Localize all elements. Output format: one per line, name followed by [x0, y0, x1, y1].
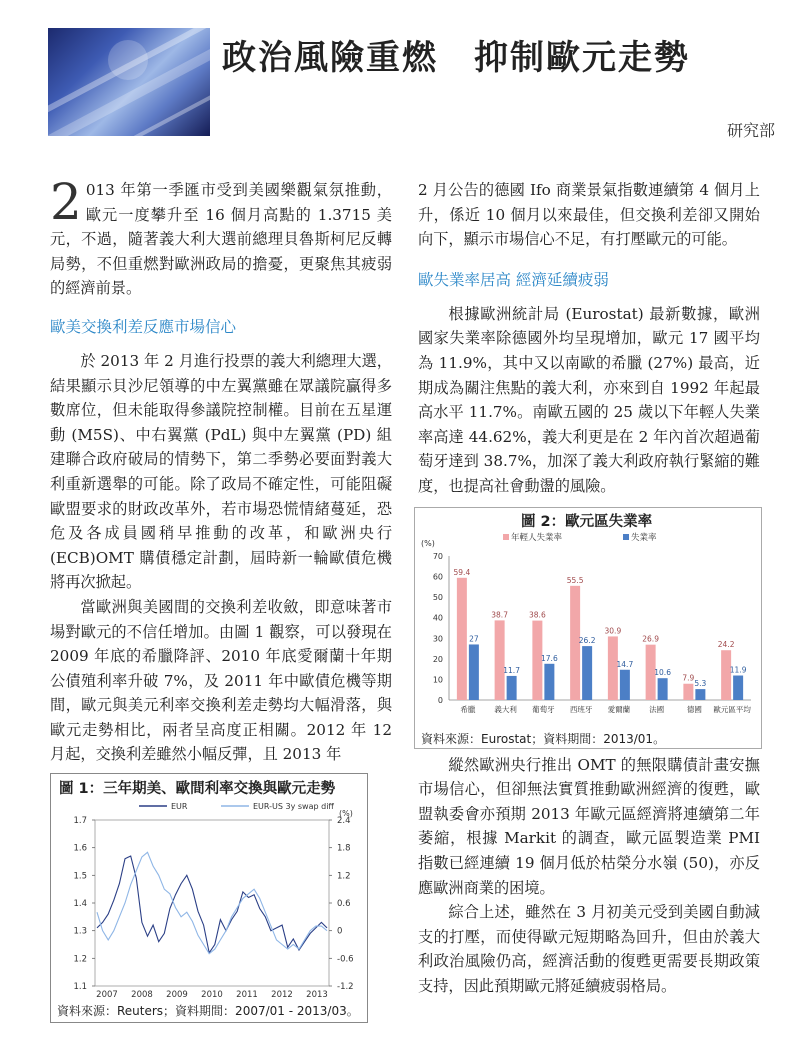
bar-total — [620, 669, 630, 699]
series-eur-line — [97, 856, 327, 953]
left-tick-label: 1.6 — [73, 843, 87, 854]
data-label-total: 14.7 — [616, 659, 634, 669]
data-label-youth: 38.6 — [529, 610, 546, 620]
data-label-youth: 38.7 — [491, 609, 508, 619]
category-label: 義大利 — [494, 704, 517, 714]
intro-paragraph: 2 013 年第一季匯市受到美國樂觀氣氛推動，歐元一度攀升至 16 個月高點的 1.3715 美元，不過，隨著義大利大選前總理貝魯斯柯尼反轉局勢，不但重燃對歐洲政局的擔憂，更聚焦其疲弱的經濟前景。 — [50, 173, 392, 298]
y-tick-label: 0 — [437, 695, 443, 705]
x-tick-label: 2009 — [166, 990, 188, 1001]
bar-total — [507, 675, 517, 699]
bar-youth — [721, 650, 731, 700]
series-swap-line — [97, 852, 327, 953]
y-axis-unit: (%) — [421, 538, 435, 548]
legend-total-label: 失業率 — [631, 532, 657, 543]
paragraph-conclusion: 綜合上述，雖然在 3 月初美元受到美國自動減支的打壓，而使得歐元短期略為回升，但由於義大利政治風險仍高，經濟活動的復甦更需要長期政策支持，因此預期歐元將延續疲弱格局。 — [418, 903, 760, 995]
left-tick-label: 1.2 — [73, 954, 87, 965]
data-label-total: 11.7 — [503, 665, 520, 675]
y-tick-label: 20 — [432, 654, 443, 664]
figure-1-title: 圖 1：三年期美、歐間利率交換與歐元走勢 — [59, 781, 336, 798]
figure-1-source: 資料來源：Reuters；資料期間：2007/01 - 2013/03。 — [57, 1004, 359, 1019]
data-label-youth: 7.9 — [682, 673, 695, 683]
bar-total — [733, 675, 743, 699]
section-heading-swap: 歐美交換利差反應市場信心 — [50, 317, 237, 336]
right-tick-label: 0 — [337, 926, 343, 937]
category-label: 德國 — [686, 704, 702, 714]
data-label-youth: 30.9 — [604, 625, 622, 635]
legend-eur-label: EUR — [171, 802, 188, 812]
y-tick-label: 10 — [432, 674, 443, 684]
legend-swap-label: EUR-US 3y swap diff — [253, 802, 334, 812]
left-tick-label: 1.3 — [73, 926, 87, 937]
left-tick-label: 1.4 — [73, 899, 87, 910]
paragraph-ifo: 2 月公告的德國 Ifo 商業景氣指數連續第 4 個月上升，係近 10 個月以來最佳，但交換利差卻又開始向下，顯示市場信心不足，有打壓歐元的可能。 — [418, 181, 760, 249]
department-label: 研究部 — [726, 121, 775, 140]
figure-2-source: 資料來源：Eurostat；資料期間：2013/01。 — [421, 731, 666, 746]
bar-total — [695, 689, 705, 700]
plot-frame — [95, 820, 329, 986]
bar-total — [544, 663, 554, 699]
data-label-youth: 59.4 — [453, 567, 471, 577]
left-tick-label: 1.5 — [73, 871, 87, 882]
data-label-total: 10.6 — [654, 667, 671, 677]
data-label-youth: 55.5 — [566, 575, 584, 585]
bar-youth — [683, 683, 693, 699]
figure-2-title: 圖 2：歐元區失業率 — [521, 513, 653, 530]
right-tick-label: 1.2 — [337, 871, 351, 882]
figure-2-chart — [415, 528, 761, 728]
figure-1 — [50, 773, 368, 1023]
y-tick-label: 60 — [432, 572, 443, 582]
paragraph-election: 於 2013 年 2 月進行投票的義大利總理大選，結果顯示貝沙尼領導的中左翼黨雖在眾議院贏得多數席位，但未能取得參議院控制權。目前在五星運動 (M5S)、中右翼黨 (PdL) 與中左翼黨 (PD) 組建聯合政府破局的情勢下，第二季勢必要面對義大利重新選舉的可能。除了政局不確定性，可能阻礙歐盟要求的財政改革外，若市場恐慌情緒蔓延，恐危及各成員國稍早推動的改革，和歐洲央行 (ECB)OMT 購債穩定計劃，屆時新一輪歐債危機將再次掀起。 — [50, 351, 392, 592]
data-label-total: 17.6 — [541, 653, 558, 663]
category-label: 法國 — [649, 704, 665, 714]
figure-2 — [414, 507, 762, 749]
data-label-total: 26.2 — [578, 635, 596, 645]
left-tick-label: 1.7 — [73, 816, 87, 827]
y-tick-label: 50 — [432, 592, 443, 602]
x-tick-label: 2013 — [306, 990, 328, 1001]
paragraph-eurostat: 根據歐洲統計局 (Eurostat) 最新數據，歐洲國家失業率除德國外均呈現增加，歐元 17 國平均為 11.9%，其中又以南歐的希臘 (27%) 最高，近期成為關注焦點的義大利，亦來到自 1992 年起最高水平 11.7%。南歐五國的 25 歲以下年輕人失業率高達 44.62%，義大利更是在 2 年內首次超過葡萄牙達到 38.7%，加深了義大利政府執行緊縮的難度，也提高社會動盪的風險。 — [418, 304, 760, 495]
right-tick-label: 1.8 — [337, 843, 351, 854]
y-tick-label: 70 — [432, 551, 443, 561]
right-tick-label: 0.6 — [337, 899, 351, 910]
header-banner-image — [48, 28, 210, 136]
x-tick-label: 2007 — [96, 990, 118, 1001]
data-label-youth: 26.9 — [642, 634, 659, 644]
x-tick-label: 2011 — [236, 990, 258, 1001]
left-column — [50, 173, 392, 1023]
right-axis-unit: (%) — [339, 809, 353, 819]
right-tick-label: -1.2 — [337, 982, 354, 993]
bar-total — [582, 646, 592, 700]
category-label: 葡萄牙 — [532, 704, 555, 714]
figure-1-chart — [51, 798, 367, 1010]
right-tick-label: -0.6 — [337, 954, 354, 965]
data-label-youth: 24.2 — [717, 639, 735, 649]
bar-total — [469, 644, 479, 700]
x-tick-label: 2010 — [201, 990, 223, 1001]
legend-total-swatch — [623, 534, 629, 540]
bar-total — [658, 678, 668, 700]
x-tick-label: 2008 — [131, 990, 153, 1001]
left-tick-label: 1.1 — [73, 982, 87, 993]
page-title: 政治風險重燃 抑制歐元走勢 — [222, 38, 690, 78]
data-label-total: 11.9 — [729, 665, 747, 675]
data-label-total: 27 — [469, 633, 479, 643]
paragraph-swap-spread: 當歐洲與美國間的交換利差收斂，即意味著市場對歐元的不信任增加。由圖 1 觀察，可以發現在 2009 年底的希臘降評、2010 年底愛爾蘭十年期公債殖利率升破 7%，及 2011 年中歐債危機等期間，歐元與美元利率交換利差走勢均大幅滑落，與歐元走勢相比，兩者呈高度正相關。2012 年 12 月起，交換利差雖然小幅反彈，且 2013 年 — [50, 597, 392, 764]
category-label: 愛爾蘭 — [607, 704, 631, 714]
x-tick-label: 2012 — [271, 990, 293, 1001]
category-label: 希臘 — [460, 704, 476, 714]
bar-youth — [495, 620, 505, 700]
right-tick-label: 2.4 — [337, 816, 351, 827]
category-label: 歐元區平均 — [713, 704, 751, 714]
section-heading-unemployment: 歐失業率居高 經濟延續疲弱 — [418, 270, 609, 289]
category-label: 西班牙 — [569, 704, 593, 714]
y-tick-label: 40 — [432, 613, 443, 623]
y-tick-label: 30 — [432, 633, 443, 643]
legend-youth-swatch — [503, 534, 509, 540]
drop-cap: 2 — [50, 173, 82, 231]
paragraph-omt: 縱然歐洲央行推出 OMT 的無限購債計畫安撫市場信心，但卻無法實質推動歐洲經濟的復甦，歐盟執委會亦預期 2013 年歐元區經濟將連續第二年萎縮，根據 Markit 的調查，歐元區製造業 PMI 指數已經連續 19 個月低於枯榮分水嶺 (50)，亦反應歐洲商業的困境。 — [418, 755, 760, 897]
bar-youth — [457, 577, 467, 699]
legend-youth-label: 年輕人失業率 — [511, 532, 563, 543]
data-label-total: 5.3 — [694, 678, 707, 688]
right-column — [418, 178, 760, 998]
